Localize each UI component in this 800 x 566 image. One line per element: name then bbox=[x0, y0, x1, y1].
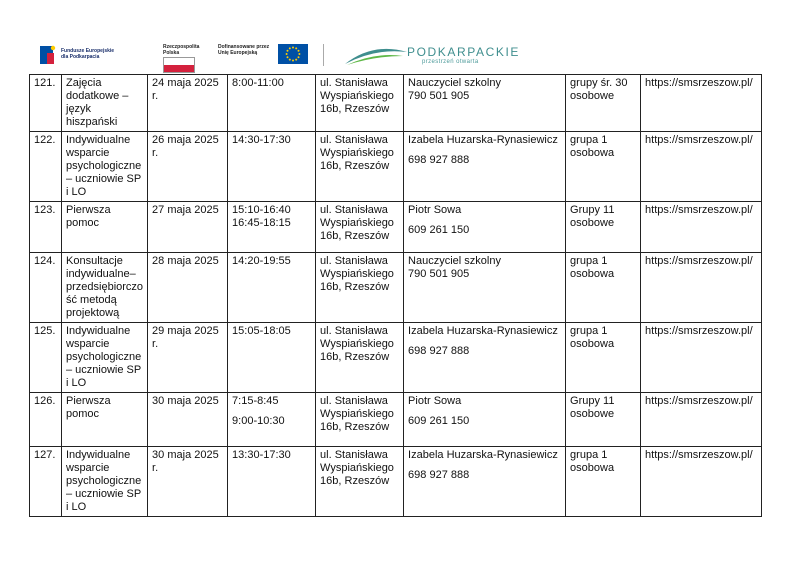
date-cell bbox=[148, 447, 228, 517]
website-cell bbox=[641, 393, 762, 447]
time-line: 15:10-16:40 bbox=[232, 204, 291, 216]
place-cell bbox=[316, 75, 404, 132]
activity-name-line: Indywidualne bbox=[66, 449, 131, 461]
activity-name-line: – uczniowie SP bbox=[66, 488, 142, 500]
activity-name-line: ść metodą bbox=[66, 294, 117, 306]
activity-name-line: – uczniowie SP bbox=[66, 364, 142, 376]
time-cell bbox=[228, 447, 316, 517]
website-link[interactable]: https://smsrzeszow.pl/ bbox=[645, 325, 753, 337]
date-cell bbox=[148, 323, 228, 393]
group-size-line: osobowa bbox=[570, 338, 615, 350]
time-line: 9:00-10:30 bbox=[232, 415, 285, 427]
activity-name-cell bbox=[62, 132, 148, 202]
place-cell bbox=[316, 447, 404, 517]
group-size-line: osobowa bbox=[570, 462, 615, 474]
row-number-cell bbox=[30, 253, 62, 323]
row-number: 125. bbox=[34, 325, 56, 337]
activity-name-line: Indywidualne bbox=[66, 325, 131, 337]
table-row bbox=[30, 202, 762, 253]
place-line: 16b, Rzeszów bbox=[320, 351, 390, 363]
podkarpackie-swoosh-icon bbox=[345, 44, 407, 66]
group-size-line: grupa 1 bbox=[570, 134, 608, 146]
rp-logo-line1: Rzeczpospolita bbox=[163, 44, 200, 50]
date-line: 30 maja 2025 bbox=[152, 449, 219, 461]
activity-name-cell bbox=[62, 323, 148, 393]
group-size-line: osobowa bbox=[570, 268, 615, 280]
contact-line: 698 927 888 bbox=[408, 345, 470, 357]
contact-line: Piotr Sowa bbox=[408, 395, 462, 407]
website-link[interactable]: https://smsrzeszow.pl/ bbox=[645, 449, 753, 461]
contact-line: 698 927 888 bbox=[408, 154, 470, 166]
contact-cell bbox=[404, 323, 566, 393]
group-size-line: osobowe bbox=[570, 217, 615, 229]
place-line: ul. Stanisława bbox=[320, 255, 388, 267]
activity-name-line: psychologiczne bbox=[66, 351, 142, 363]
activity-name-line: Pierwsza bbox=[66, 204, 111, 216]
ue-logo-line1: Dofinansowane przez bbox=[218, 44, 270, 50]
row-number-cell bbox=[30, 323, 62, 393]
place-cell bbox=[316, 253, 404, 323]
time-cell bbox=[228, 323, 316, 393]
contact-line: 609 261 150 bbox=[408, 415, 470, 427]
website-cell bbox=[641, 447, 762, 517]
place-line: Wyspiańskiego bbox=[320, 462, 394, 474]
activity-name-line: Konsultacje bbox=[66, 255, 123, 267]
activity-name-line: dodatkowe – bbox=[66, 90, 129, 102]
contact-cell bbox=[404, 253, 566, 323]
fundusze-europejskie-icon bbox=[40, 44, 58, 64]
row-number: 126. bbox=[34, 395, 56, 407]
time-cell bbox=[228, 253, 316, 323]
website-link[interactable]: https://smsrzeszow.pl/ bbox=[645, 255, 753, 267]
place-line: Wyspiańskiego bbox=[320, 217, 394, 229]
activity-name-cell bbox=[62, 75, 148, 132]
time-cell bbox=[228, 393, 316, 447]
group-size-cell bbox=[566, 75, 641, 132]
date-cell bbox=[148, 393, 228, 447]
group-size-line: grupa 1 bbox=[570, 255, 608, 267]
activity-name-line: wsparcie bbox=[66, 462, 110, 474]
group-size-cell bbox=[566, 447, 641, 517]
row-number-cell bbox=[30, 202, 62, 253]
group-size-line: grupa 1 bbox=[570, 449, 608, 461]
time-cell bbox=[228, 75, 316, 132]
contact-line: Nauczyciel szkolny bbox=[408, 255, 501, 267]
group-size-line: osobowe bbox=[570, 408, 615, 420]
date-cell bbox=[148, 75, 228, 132]
group-size-cell bbox=[566, 253, 641, 323]
place-line: 16b, Rzeszów bbox=[320, 281, 390, 293]
activity-name-line: projektową bbox=[66, 307, 120, 319]
row-number-cell bbox=[30, 393, 62, 447]
activity-name-line: Pierwsza bbox=[66, 395, 111, 407]
time-line: 15:05-18:05 bbox=[232, 325, 291, 337]
contact-line: 790 501 905 bbox=[408, 90, 470, 102]
contact-line: Izabela Huzarska-Rynasiewicz bbox=[408, 325, 558, 337]
website-cell bbox=[641, 202, 762, 253]
place-line: 16b, Rzeszów bbox=[320, 421, 390, 433]
place-line: 16b, Rzeszów bbox=[320, 475, 390, 487]
activity-name-line: – uczniowie SP bbox=[66, 173, 142, 185]
polish-flag-icon bbox=[163, 57, 195, 73]
website-link[interactable]: https://smsrzeszow.pl/ bbox=[645, 204, 753, 216]
time-line: 8:00-11:00 bbox=[232, 77, 284, 89]
contact-line: 698 927 888 bbox=[408, 469, 470, 481]
place-line: 16b, Rzeszów bbox=[320, 103, 390, 115]
fe-logo-line1: Fundusze Europejskie bbox=[61, 48, 115, 54]
date-line: r. bbox=[152, 90, 159, 102]
contact-cell bbox=[404, 75, 566, 132]
activity-name-line: psychologiczne bbox=[66, 160, 142, 172]
row-number: 122. bbox=[34, 134, 56, 146]
time-cell bbox=[228, 202, 316, 253]
contact-cell bbox=[404, 393, 566, 447]
row-number: 121. bbox=[34, 77, 56, 89]
place-cell bbox=[316, 393, 404, 447]
eu-flag-icon bbox=[278, 44, 308, 64]
podkarpackie-tagline: przestrzeń otwarta bbox=[422, 59, 479, 65]
place-line: ul. Stanisława bbox=[320, 449, 388, 461]
table-row bbox=[30, 393, 762, 447]
place-line: ul. Stanisława bbox=[320, 77, 388, 89]
group-size-line: osobowe bbox=[570, 90, 615, 102]
row-number: 127. bbox=[34, 449, 56, 461]
logo-divider bbox=[323, 44, 324, 66]
place-line: Wyspiańskiego bbox=[320, 90, 394, 102]
table-row bbox=[30, 132, 762, 202]
activity-name-line: wsparcie bbox=[66, 147, 110, 159]
place-line: Wyspiańskiego bbox=[320, 338, 394, 350]
table-row bbox=[30, 447, 762, 517]
time-line: 14:20-19:55 bbox=[232, 255, 291, 267]
logo-bar bbox=[0, 0, 800, 70]
activity-name-line: pomoc bbox=[66, 217, 100, 229]
unia-europejska-logo bbox=[218, 44, 308, 64]
row-number: 123. bbox=[34, 204, 56, 216]
rp-logo-line2: Polska bbox=[163, 50, 180, 56]
contact-cell bbox=[404, 447, 566, 517]
date-line: 28 maja 2025 bbox=[152, 255, 219, 267]
activity-name-line: Zajęcia bbox=[66, 77, 102, 89]
group-size-line: osobowa bbox=[570, 147, 615, 159]
website-cell bbox=[641, 253, 762, 323]
place-cell bbox=[316, 132, 404, 202]
contact-line: Izabela Huzarska-Rynasiewicz bbox=[408, 134, 558, 146]
website-link[interactable]: https://smsrzeszow.pl/ bbox=[645, 77, 753, 89]
website-link[interactable]: https://smsrzeszow.pl/ bbox=[645, 395, 753, 407]
place-line: ul. Stanisława bbox=[320, 395, 388, 407]
fe-logo-line2: dla Podkarpacia bbox=[61, 54, 100, 60]
website-cell bbox=[641, 75, 762, 132]
row-number-cell bbox=[30, 447, 62, 517]
date-line: 30 maja 2025 bbox=[152, 395, 219, 407]
activity-name-line: Indywidualne bbox=[66, 134, 131, 146]
website-link[interactable]: https://smsrzeszow.pl/ bbox=[645, 134, 753, 146]
date-line: r. bbox=[152, 462, 159, 474]
activity-name-line: wsparcie bbox=[66, 338, 110, 350]
contact-cell bbox=[404, 202, 566, 253]
website-cell bbox=[641, 323, 762, 393]
website-cell bbox=[641, 132, 762, 202]
schedule-table bbox=[29, 74, 762, 517]
table-row bbox=[30, 323, 762, 393]
activity-name-line: język hiszpański bbox=[66, 103, 118, 128]
contact-line: 609 261 150 bbox=[408, 224, 470, 236]
time-line: 13:30-17:30 bbox=[232, 449, 291, 461]
contact-line: 790 501 905 bbox=[408, 268, 470, 280]
group-size-cell bbox=[566, 323, 641, 393]
date-cell bbox=[148, 253, 228, 323]
date-cell bbox=[148, 132, 228, 202]
activity-name-cell bbox=[62, 447, 148, 517]
activity-name-cell bbox=[62, 253, 148, 323]
ue-logo-line2: Unię Europejską bbox=[218, 50, 258, 56]
activity-name-line: i LO bbox=[66, 377, 87, 389]
date-line: 24 maja 2025 bbox=[152, 77, 219, 89]
place-line: Wyspiańskiego bbox=[320, 147, 394, 159]
date-line: 26 maja 2025 bbox=[152, 134, 219, 146]
contact-line: Nauczyciel szkolny bbox=[408, 77, 501, 89]
place-line: ul. Stanisława bbox=[320, 134, 388, 146]
contact-line: Izabela Huzarska-Rynasiewicz bbox=[408, 449, 558, 461]
group-size-cell bbox=[566, 202, 641, 253]
activity-name-cell bbox=[62, 393, 148, 447]
activity-name-line: i LO bbox=[66, 501, 87, 513]
activity-name-line: i LO bbox=[66, 186, 87, 198]
time-line: 16:45-18:15 bbox=[232, 217, 291, 229]
date-line: r. bbox=[152, 338, 159, 350]
table-row bbox=[30, 253, 762, 323]
contact-line: Piotr Sowa bbox=[408, 204, 462, 216]
row-number-cell bbox=[30, 75, 62, 132]
row-number: 124. bbox=[34, 255, 56, 267]
fundusze-europejskie-logo bbox=[40, 44, 131, 64]
activity-name-line: indywidualne– bbox=[66, 268, 136, 280]
activity-name-cell bbox=[62, 202, 148, 253]
date-cell bbox=[148, 202, 228, 253]
place-line: Wyspiańskiego bbox=[320, 268, 394, 280]
podkarpackie-name: PODKARPACKIE bbox=[407, 45, 521, 59]
date-line: 29 maja 2025 bbox=[152, 325, 219, 337]
time-line: 7:15-8:45 bbox=[232, 395, 279, 407]
place-line: ul. Stanisława bbox=[320, 204, 388, 216]
time-line: 14:30-17:30 bbox=[232, 134, 291, 146]
contact-cell bbox=[404, 132, 566, 202]
row-number-cell bbox=[30, 132, 62, 202]
place-cell bbox=[316, 323, 404, 393]
place-line: ul. Stanisława bbox=[320, 325, 388, 337]
place-line: Wyspiańskiego bbox=[320, 408, 394, 420]
activity-name-line: przedsiębiorczo bbox=[66, 281, 144, 293]
activity-name-line: pomoc bbox=[66, 408, 100, 420]
date-line: r. bbox=[152, 147, 159, 159]
group-size-cell bbox=[566, 132, 641, 202]
place-line: 16b, Rzeszów bbox=[320, 160, 390, 172]
activity-name-line: psychologiczne bbox=[66, 475, 142, 487]
group-size-cell bbox=[566, 393, 641, 447]
group-size-line: Grupy 11 bbox=[570, 204, 615, 216]
place-line: 16b, Rzeszów bbox=[320, 230, 390, 242]
table-row bbox=[30, 75, 762, 132]
time-cell bbox=[228, 132, 316, 202]
date-line: 27 maja 2025 bbox=[152, 204, 219, 216]
place-cell bbox=[316, 202, 404, 253]
group-size-line: grupa 1 bbox=[570, 325, 608, 337]
group-size-line: grupy śr. 30 bbox=[570, 77, 628, 89]
group-size-line: Grupy 11 bbox=[570, 395, 615, 407]
